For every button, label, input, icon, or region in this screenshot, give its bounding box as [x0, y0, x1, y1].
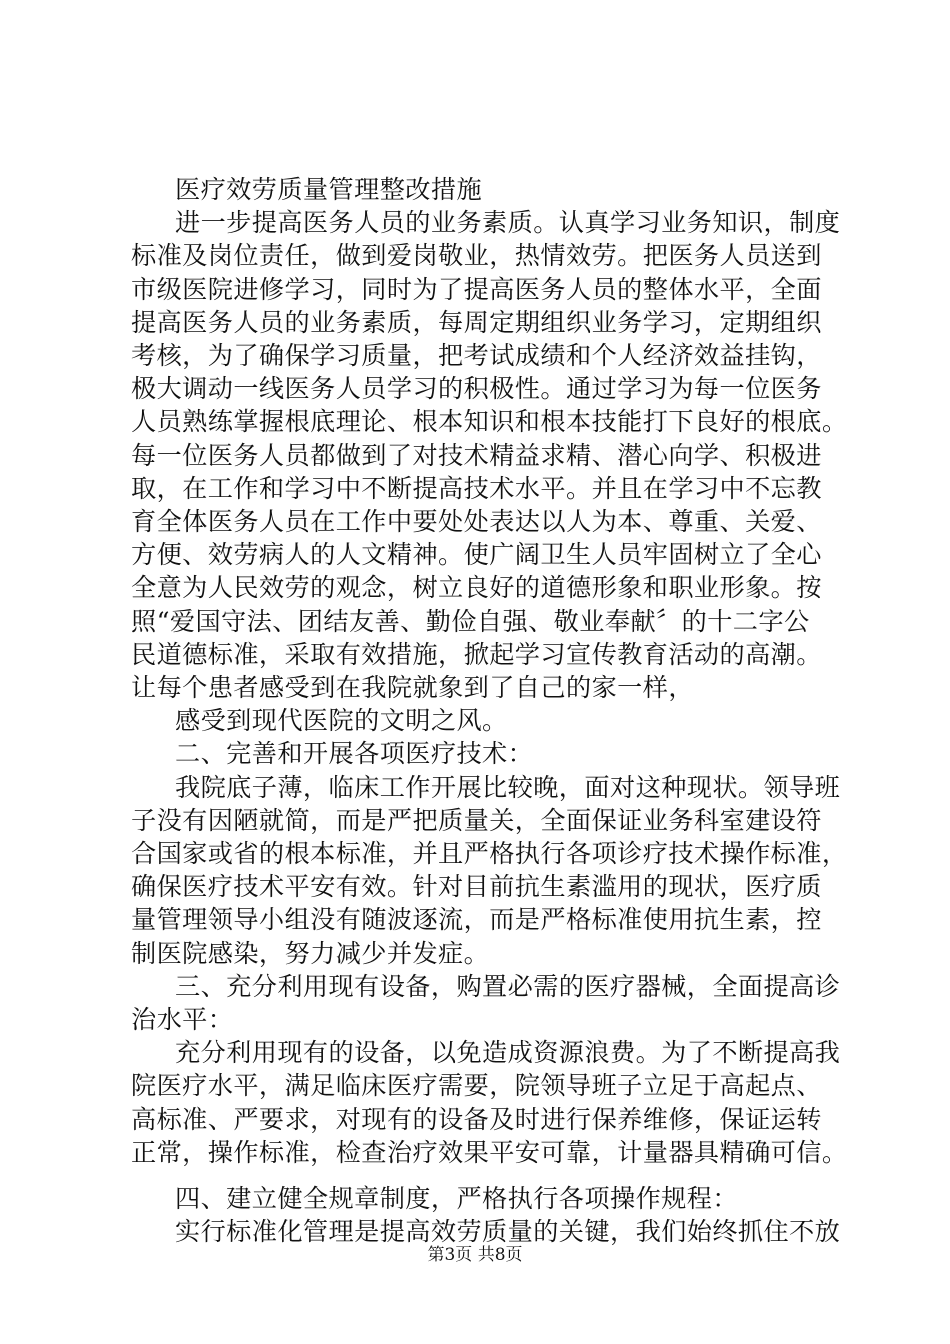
- text-line: 每一位医务人员都做到了对技术精益求精、潜心向学、积极进: [131, 440, 822, 470]
- text-line: 考核，为了确保学习质量，把考试成绩和个人经济效益挂钩，: [131, 341, 822, 370]
- text-line: 民道德标准，采取有效措施，掀起学习宣传教育活动的高潮。: [131, 639, 822, 669]
- page-footer: 第3页 共8页: [427, 1245, 523, 1265]
- text-line: 院医疗水平，满足临床医疗需要，院领导班子立足于高起点、: [131, 1071, 822, 1101]
- text-line: 提高医务人员的业务素质，每周定期组织业务学习，定期组织: [131, 307, 822, 337]
- document-title: 医疗效劳质量管理整改措施: [175, 175, 483, 204]
- text-line: 人员熟练掌握根底理论、根本知识和根本技能打下良好的根底。: [131, 407, 848, 437]
- text-line: 方便、效劳病人的人文精神。使广阔卫生人员牢固树立了全心: [131, 540, 822, 570]
- text-line: 全意为人民效劳的观念，树立良好的道德形象和职业形象。按: [131, 573, 822, 603]
- text-line: 子没有因陋就简，而是严把质量关，全面保证业务科室建设符: [131, 805, 822, 835]
- text-line: 让每个患者感受到在我院就象到了自己的家一样，: [131, 673, 694, 702]
- section-heading: 二、完善和开展各项医疗技术：: [175, 739, 534, 769]
- text-line: 量管理领导小组没有随波逐流，而是严格标准使用抗生素，控: [131, 905, 822, 935]
- text-line: 极大调动一线医务人员学习的积极性。通过学习为每一位医务: [131, 374, 822, 404]
- text-line: 我院底子薄，临床工作开展比较晚，面对这种现状。领导班: [175, 772, 841, 802]
- text-line: 育全体医务人员在工作中要处处表达以人为本、尊重、关爱、: [131, 507, 822, 536]
- section-heading: 三、充分利用现有设备，购置必需的医疗器械，全面提高诊: [175, 971, 841, 1001]
- text-line: 进一步提高医务人员的业务素质。认真学习业务知识，制度: [175, 208, 841, 238]
- text-line: 充分利用现有的设备，以免造成资源浪费。为了不断提高我: [175, 1038, 841, 1068]
- text-line: 实行标准化管理是提高效劳质量的关键，我们始终抓住不放: [175, 1217, 841, 1246]
- text-line: 正常，操作标准，检查治疗效果平安可靠，计量器具精确可信。: [131, 1137, 848, 1167]
- text-line: 制医院感染，努力减少并发症。: [131, 938, 490, 968]
- text-line: 标准及岗位责任，做到爱岗敬业，热情效劳。把医务人员送到: [131, 241, 822, 271]
- section-heading: 治水平：: [131, 1005, 234, 1034]
- text-line: 取，在工作和学习中不断提高技术水平。并且在学习中不忘教: [131, 473, 822, 503]
- text-line: 合国家或省的根本标准，并且严格执行各项诊疗技术操作标准，: [131, 839, 848, 868]
- text-line: 感受到现代医院的文明之风。: [175, 706, 508, 736]
- text-line: 照“爱国守法、团结友善、勤俭自强、敬业奉献〞的十二字公: [131, 606, 810, 636]
- text-line: 确保医疗技术平安有效。针对目前抗生素滥用的现状，医疗质: [131, 872, 822, 902]
- section-heading: 四、建立健全规章制度，严格执行各项操作规程：: [175, 1183, 738, 1213]
- text-line: 市级医院进修学习，同时为了提高医务人员的整体水平，全面: [131, 274, 822, 304]
- text-line: 高标准、严要求，对现有的设备及时进行保养维修，保证运转: [131, 1104, 822, 1134]
